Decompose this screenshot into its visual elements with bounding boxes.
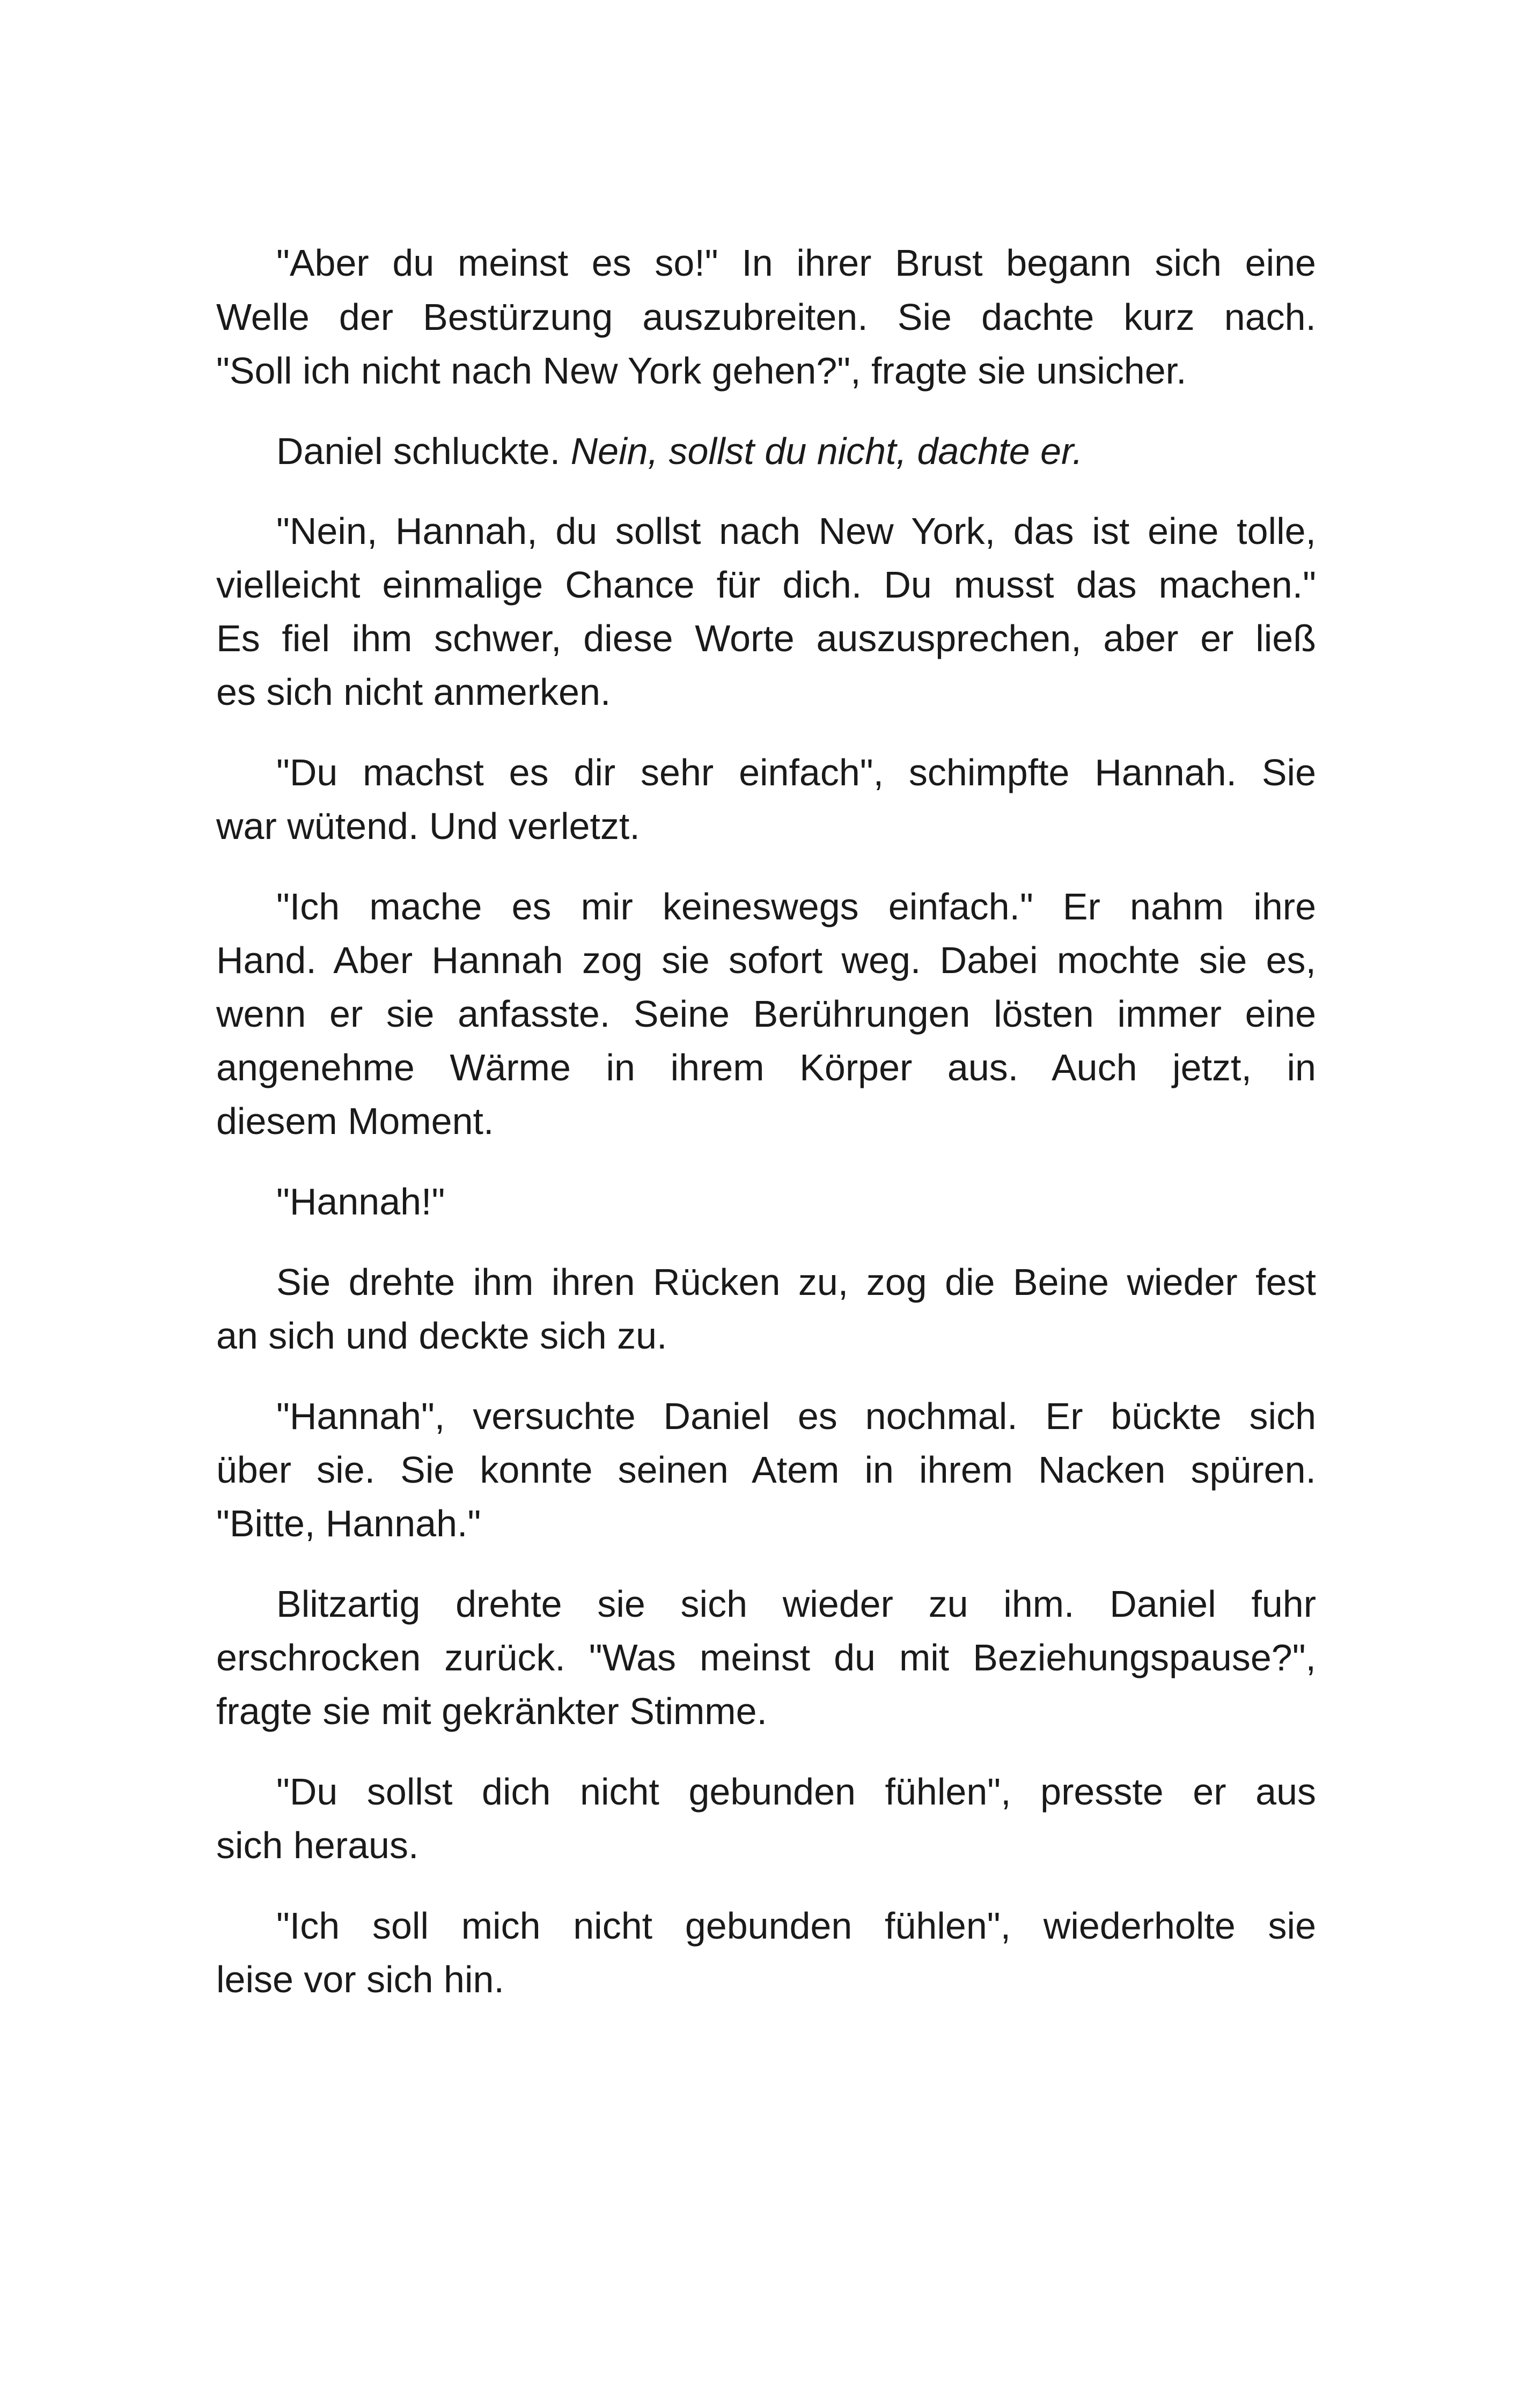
paragraph-9-line-1: Blitzartig drehte sie sich wieder zu ihm. Daniel fuhr (276, 1583, 1316, 1625)
paragraph-2-plain: Daniel schluckte. (276, 430, 571, 472)
paragraph-9-line-3: fragte sie mit gekränkter Stimme. (216, 1690, 767, 1732)
paragraph-3-line-2: vielleicht einmalige Chance für dich. Du musst das machen." (216, 564, 1316, 606)
paragraph-2-italic-thought: Nein, sollst du nicht, dachte er. (570, 430, 1083, 472)
paragraph-10-line-1: "Du sollst dich nicht gebunden fühlen", presste er aus (276, 1771, 1316, 1813)
paragraph-3-line-4: es sich nicht anmerken. (216, 671, 611, 713)
paragraph-6-line-1: "Hannah!" (276, 1181, 445, 1223)
paragraph-1-line-3: "Soll ich nicht nach New York gehen?", fragte sie unsicher. (216, 350, 1187, 392)
paragraph-8-line-3: "Bitte, Hannah." (216, 1503, 481, 1544)
paragraph-8-line-1: "Hannah", versuchte Daniel es nochmal. Er bückte sich (276, 1395, 1316, 1437)
paragraph-5-line-4: angenehme Wärme in ihrem Körper aus. Auch jetzt, in (216, 1047, 1316, 1088)
paragraph-1-line-1: "Aber du meinst es so!" In ihrer Brust begann sich eine (276, 242, 1316, 284)
paragraph-1-line-2: Welle der Bestürzung auszubreiten. Sie dachte kurz nach. (216, 296, 1316, 338)
paragraph-11-line-2: leise vor sich hin. (216, 1958, 504, 2000)
paragraph-9-line-2: erschrocken zurück. "Was meinst du mit Beziehungspause?", (216, 1637, 1316, 1678)
paragraph-8-line-2: über sie. Sie konnte seinen Atem in ihrem Nacken spüren. (216, 1449, 1316, 1491)
paragraph-5-line-2: Hand. Aber Hannah zog sie sofort weg. Dabei mochte sie es, (216, 939, 1316, 981)
paragraph-5-line-5: diesem Moment. (216, 1100, 494, 1142)
paragraph-3-line-1: "Nein, Hannah, du sollst nach New York, das ist eine tolle, (276, 510, 1316, 552)
paragraph-2-line-1 (276, 424, 1316, 478)
paragraph-7-line-1: Sie drehte ihm ihren Rücken zu, zog die Beine wieder fest (276, 1261, 1316, 1303)
paragraph-5-line-3: wenn er sie anfasste. Seine Berührungen lösten immer eine (216, 993, 1316, 1035)
paragraph-5-line-1: "Ich mache es mir keineswegs einfach." Er nahm ihre (276, 886, 1316, 927)
paragraph-10-line-2: sich heraus. (216, 1824, 419, 1866)
paragraph-7-line-2: an sich und deckte sich zu. (216, 1315, 667, 1357)
paragraph-3-line-3: Es fiel ihm schwer, diese Worte auszusprechen, aber er ließ (216, 617, 1316, 659)
paragraph-4-line-1: "Du machst es dir sehr einfach", schimpfte Hannah. Sie (276, 752, 1316, 793)
paragraph-4-line-2: war wütend. Und verletzt. (216, 805, 640, 847)
paragraph-11-line-1: "Ich soll mich nicht gebunden fühlen", wiederholte sie (276, 1905, 1316, 1947)
